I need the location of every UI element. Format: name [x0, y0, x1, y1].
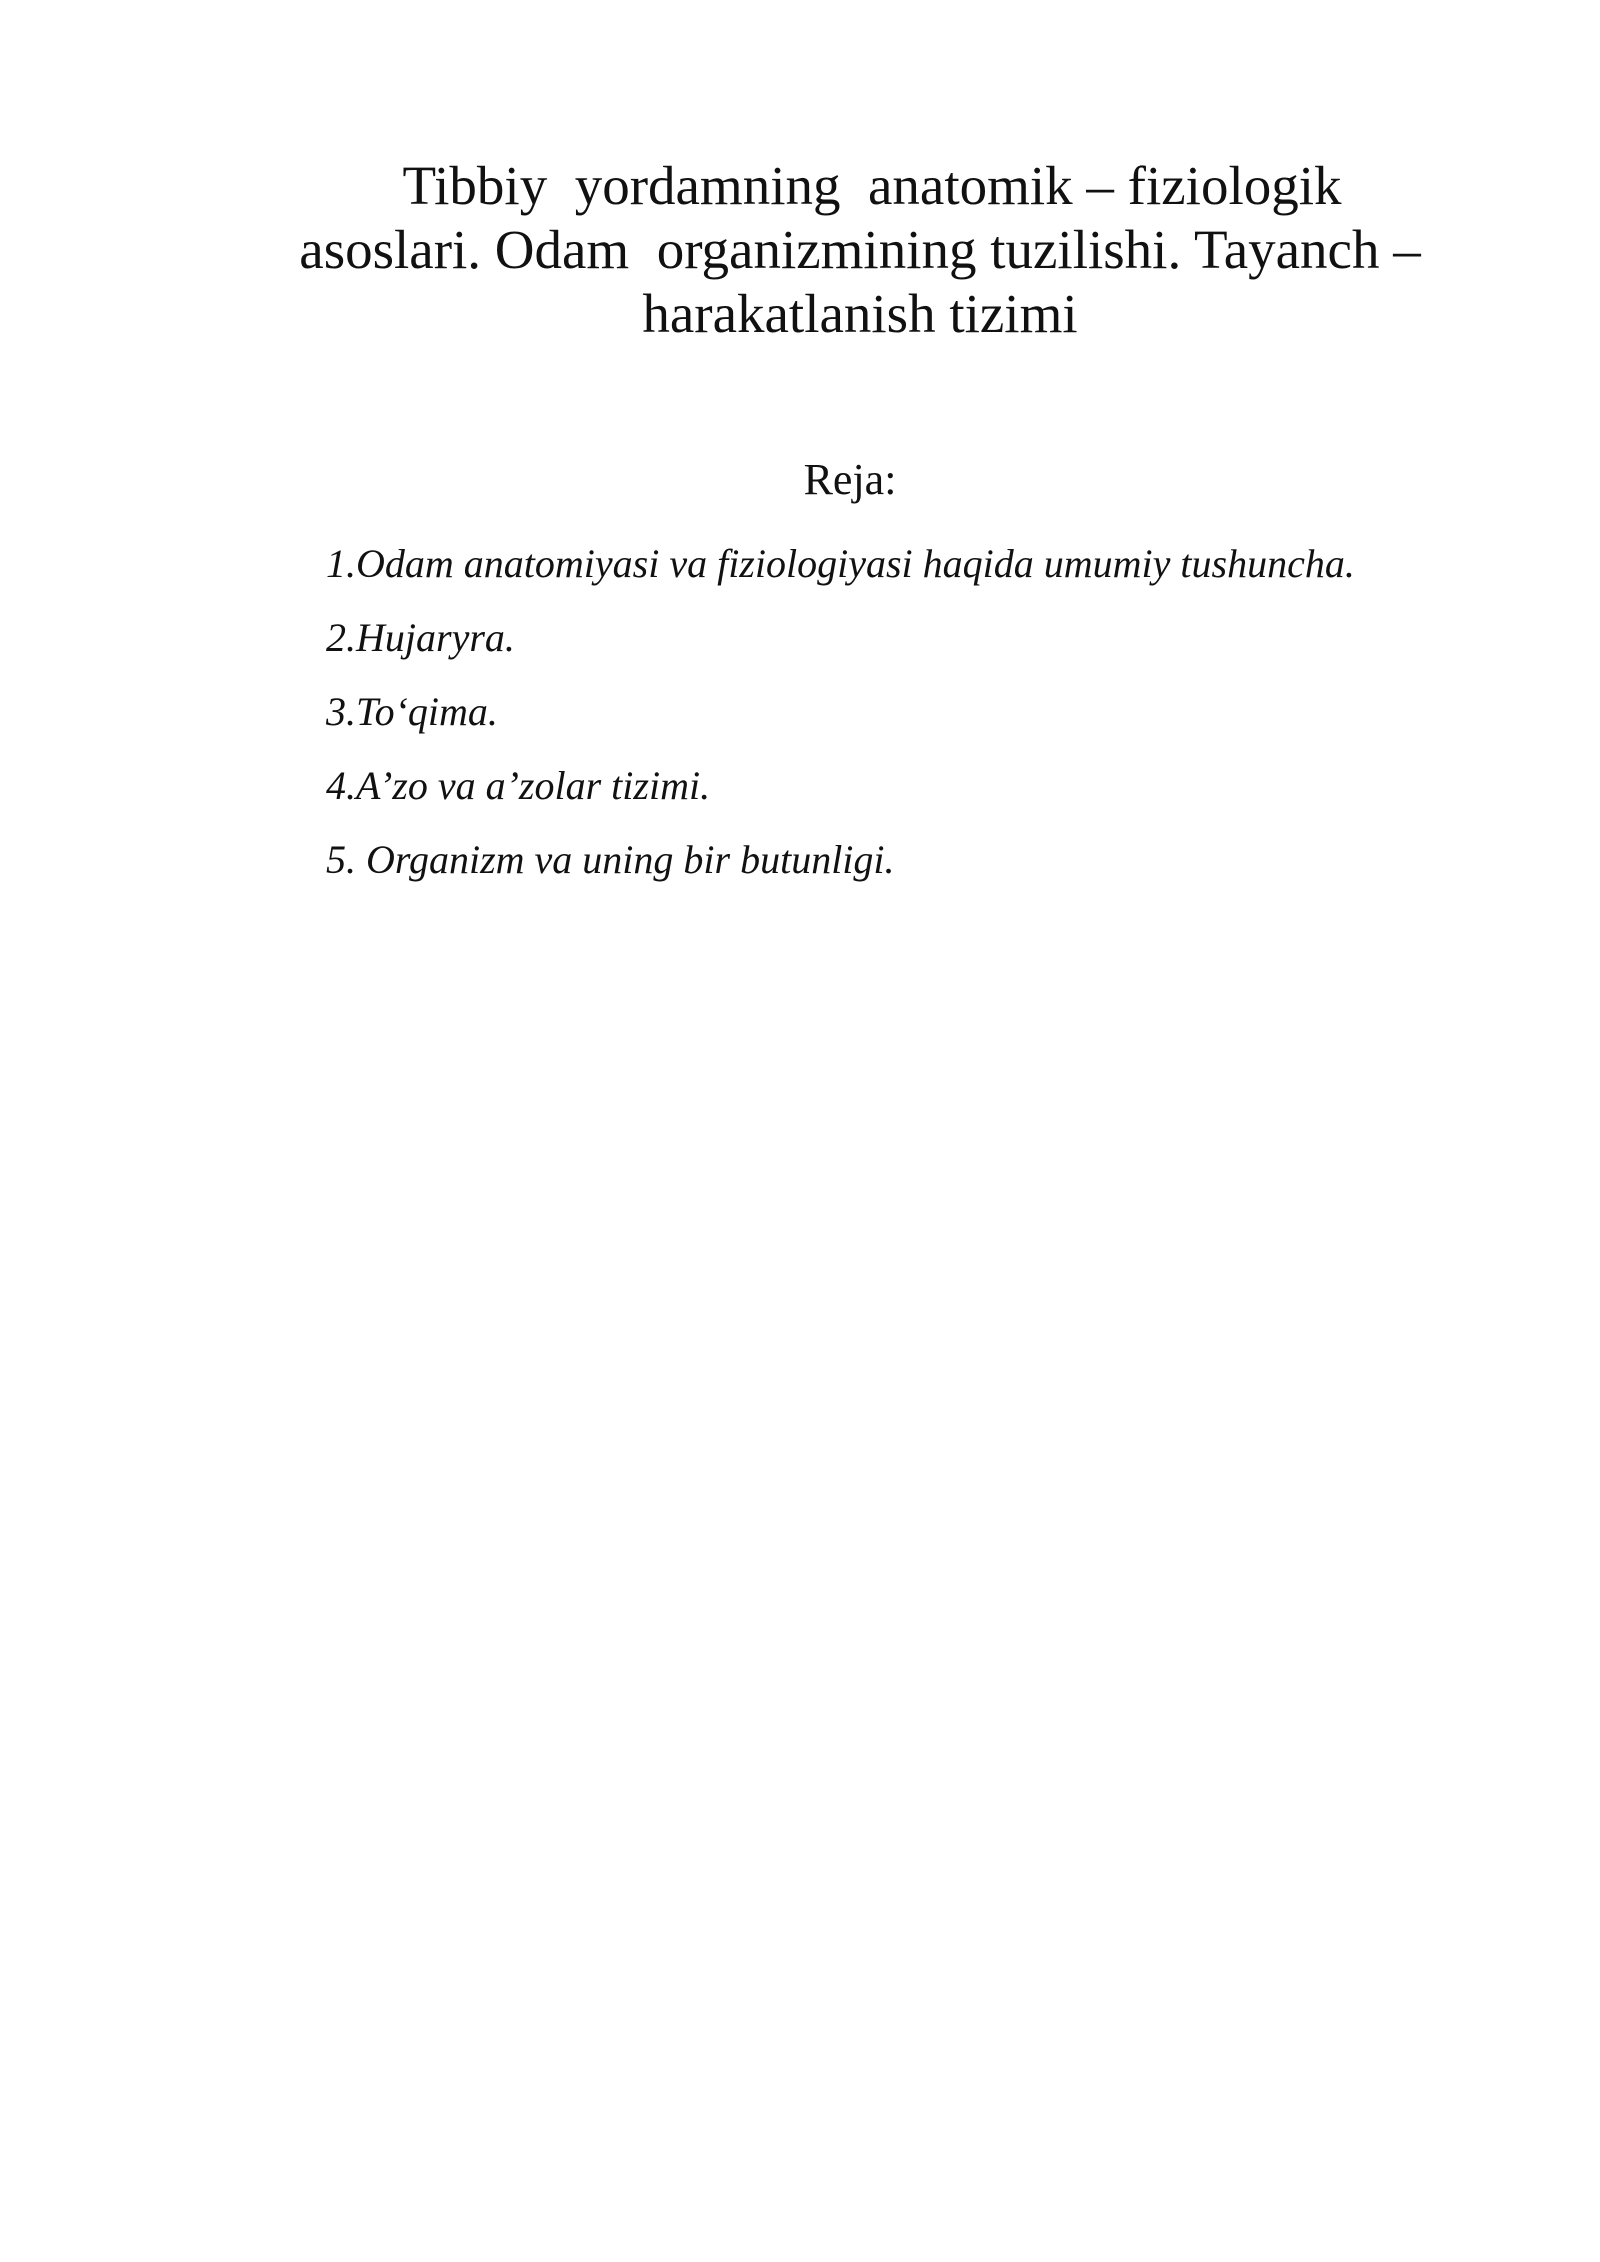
plan-item: 5. Organizm va uning bir butunligi. [326, 837, 895, 882]
plan-item: 2.Hujaryra. [326, 615, 515, 660]
document-title [240, 154, 1480, 346]
plan-list [326, 540, 1506, 910]
title-line: harakatlanish tizimi [642, 283, 1078, 344]
plan-item: 3.To‘qima. [326, 689, 498, 734]
title-line: Tibbiy yordamning anatomik – fiziologik [402, 155, 1342, 216]
plan-heading: Reja: [803, 455, 897, 504]
plan-item: 4.A’zo va a’zolar tizimi. [326, 763, 711, 808]
plan-item: 1.Odam anatomiyasi va fiziologiyasi haqida umumiy tushuncha. [326, 541, 1355, 586]
title-line: asoslari. Odam organizmining tuzilishi. Tayanch – [299, 219, 1421, 280]
